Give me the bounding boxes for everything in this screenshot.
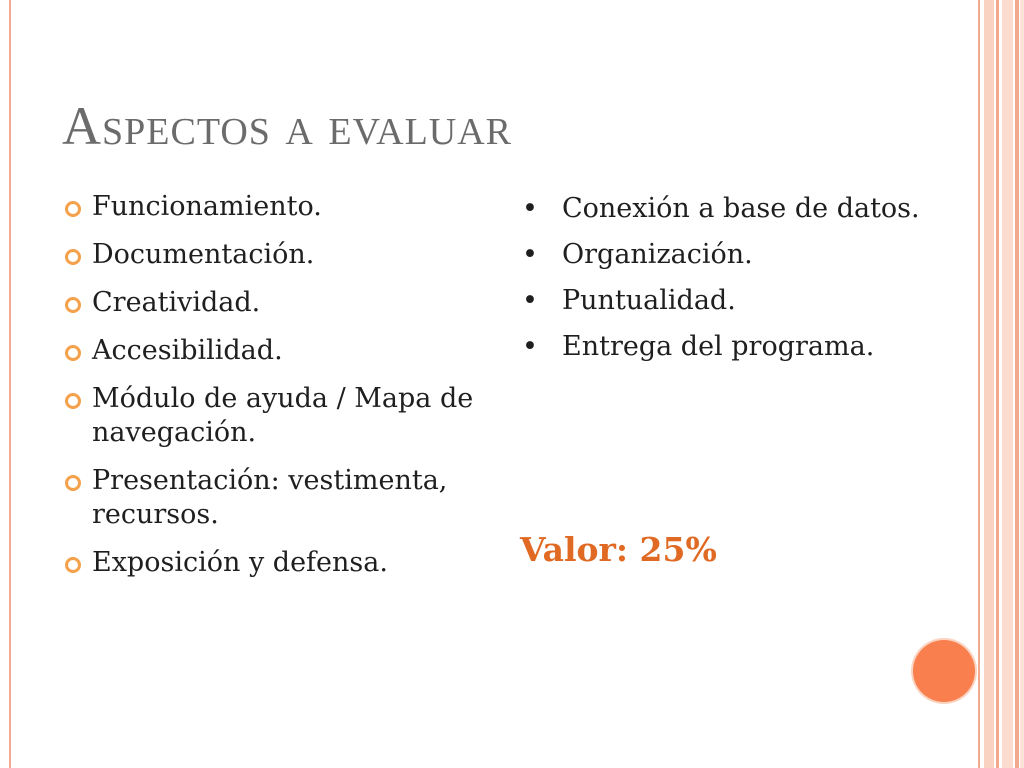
list-item-text: Organización. (562, 239, 753, 270)
ring-bullet-icon (65, 201, 81, 217)
dot-bullet-icon: • (522, 331, 538, 362)
ring-bullet-icon (65, 475, 81, 491)
list-item (62, 546, 492, 580)
right-decorative-band (978, 0, 1024, 768)
list-item-text: Módulo de ayuda / Mapa de navegación. (92, 383, 474, 448)
stripe (984, 0, 994, 768)
list-item (520, 284, 930, 318)
valor-label: Valor: 25% (520, 530, 717, 569)
list-item-text: Presentación: vestimenta, recursos. (92, 465, 448, 530)
ring-bullet-icon (65, 345, 81, 361)
ring-bullet-icon (65, 393, 81, 409)
list-item (62, 286, 492, 320)
dot-bullet-icon: • (522, 285, 538, 316)
list-item-text: Accesibilidad. (92, 335, 283, 366)
dot-bullet-icon: • (522, 193, 538, 224)
list-item (62, 190, 492, 224)
list-item-text: Documentación. (92, 239, 315, 270)
ring-bullet-icon (65, 249, 81, 265)
right-column (520, 192, 930, 376)
stripe (1020, 0, 1024, 768)
list-item-text: Exposición y defensa. (92, 547, 388, 578)
list-item (62, 464, 492, 532)
list-item-text: Funcionamiento. (92, 191, 322, 222)
stripe (1002, 0, 1013, 768)
orange-circle-icon (913, 640, 975, 702)
list-item (520, 330, 930, 364)
list-item (62, 238, 492, 272)
list-item (62, 334, 492, 368)
list-item (62, 382, 492, 450)
left-column (62, 190, 492, 594)
list-item (520, 238, 930, 272)
dot-bullet-icon: • (522, 239, 538, 270)
list-item-text: Conexión a base de datos. (562, 193, 920, 224)
list-item-text: Entrega del programa. (562, 331, 875, 362)
ring-bullet-icon (65, 557, 81, 573)
slide-title: Aspectos a evaluar (62, 96, 513, 156)
right-criteria-list (520, 192, 930, 364)
list-item-text: Creatividad. (92, 287, 261, 318)
stripe (978, 0, 980, 768)
list-item-text: Puntualidad. (562, 285, 736, 316)
stripe (996, 0, 999, 768)
left-criteria-list (62, 190, 492, 580)
ring-bullet-icon (65, 297, 81, 313)
list-item (520, 192, 930, 226)
left-border-line (9, 0, 11, 768)
stripe (1015, 0, 1019, 768)
